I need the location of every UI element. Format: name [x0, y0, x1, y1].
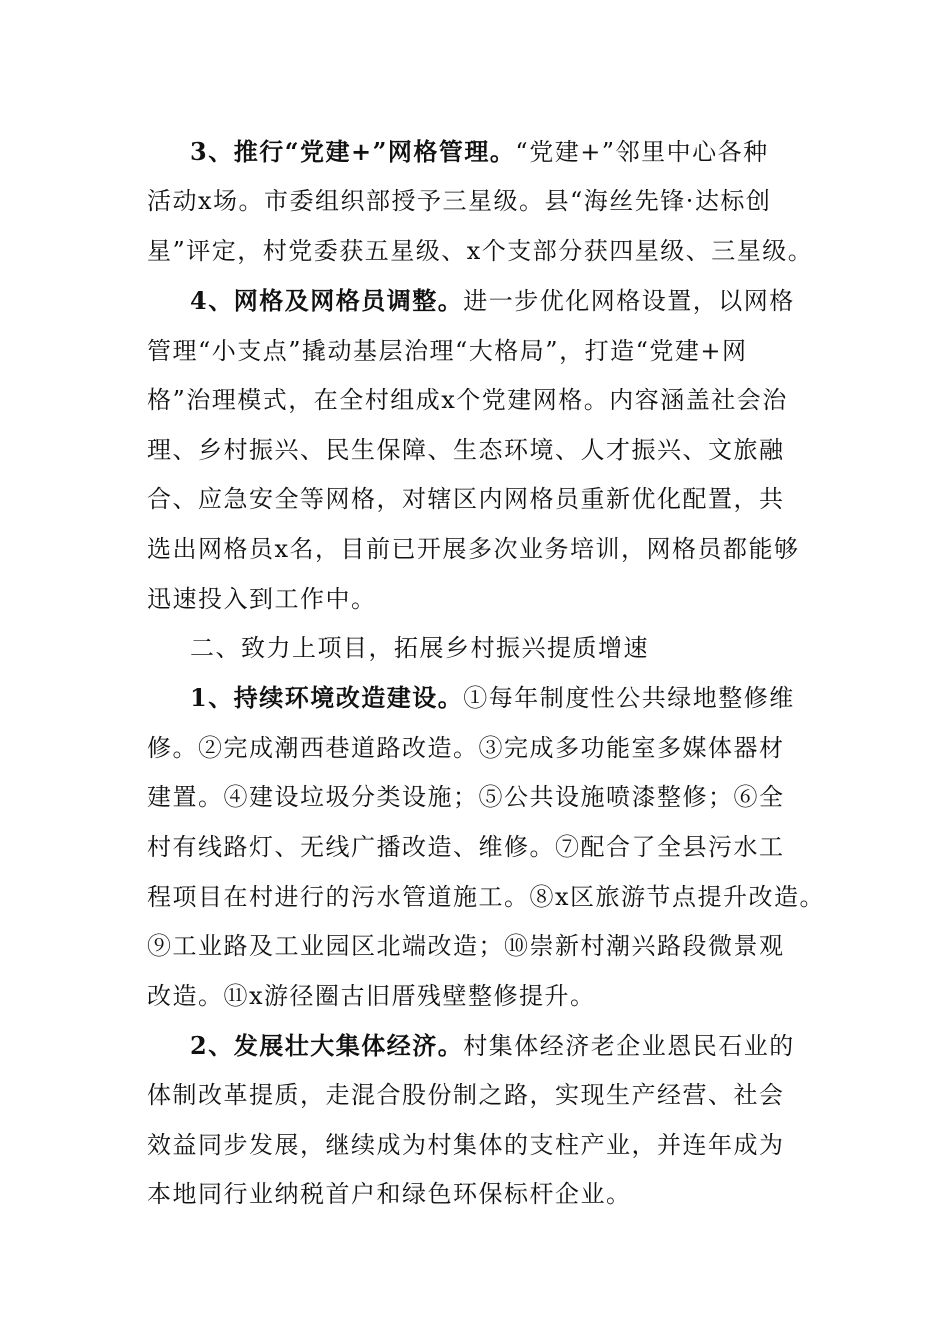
item-1-line-2: 修。②完成潮西巷道路改造。③完成多功能室多媒体器材	[147, 734, 785, 762]
item-1-line-3: 建置。④建设垃圾分类设施；⑤公共设施喷漆整修；⑥全	[147, 783, 785, 811]
item-2-line-4: 本地同行业纳税首户和绿色环保标杆企业。	[147, 1180, 632, 1208]
item-2-line-1	[190, 1030, 795, 1062]
section-heading: 二、致力上项目，拓展乡村振兴提质增速	[190, 634, 649, 662]
item-1-line-4: 村有线路灯、无线广播改造、维修。⑦配合了全县污水工	[147, 833, 785, 861]
item-1-text: ①每年制度性公共绿地整修维	[463, 684, 795, 712]
paragraph-4-line-7: 迅速投入到工作中。	[147, 585, 377, 613]
item-1-line-5: 程项目在村进行的污水管道施工。⑧x区旅游节点提升改造。	[147, 883, 826, 911]
paragraph-3-line-2: 活动x场。市委组织部授予三星级。县“海丝先锋·达标创	[147, 187, 772, 215]
paragraph-4-text: 进一步优化网格设置，以网格	[463, 287, 795, 315]
item-2-heading: 2、发展壮大集体经济。	[190, 1031, 464, 1060]
paragraph-4-heading: 4、网格及网格员调整。	[190, 286, 464, 315]
paragraph-4-line-1	[190, 285, 795, 317]
paragraph-3-text: “党建+”邻里中心各种	[515, 138, 769, 166]
paragraph-4-line-5: 合、应急安全等网格，对辖区内网格员重新优化配置，共	[147, 485, 785, 513]
paragraph-4-line-4: 理、乡村振兴、民生保障、生态环境、人才振兴、文旅融	[147, 436, 785, 464]
item-1-line-1	[190, 682, 795, 714]
item-1-heading: 1、持续环境改造建设。	[190, 683, 464, 712]
item-2-line-3: 效益同步发展，继续成为村集体的支柱产业，并连年成为	[147, 1131, 785, 1159]
paragraph-4-line-6: 选出网格员x名，目前已开展多次业务培训，网格员都能够	[147, 535, 800, 563]
item-1-line-7: 改造。⑪x游径圈古旧厝残壁整修提升。	[147, 982, 596, 1010]
item-1-line-6: ⑨工业路及工业园区北端改造；⑩崇新村潮兴路段微景观	[147, 932, 785, 960]
paragraph-3-line-1	[190, 136, 769, 168]
item-2-line-2: 体制改革提质，走混合股份制之路，实现生产经营、社会	[147, 1081, 785, 1109]
paragraph-4-line-3: 格”治理模式，在全村组成x个党建网格。内容涵盖社会治	[147, 386, 788, 414]
item-2-text: 村集体经济老企业恩民石业的	[463, 1032, 795, 1060]
paragraph-4-line-2: 管理“小支点”撬动基层治理“大格局”，打造“党建+网	[147, 337, 748, 365]
paragraph-3-line-3: 星”评定，村党委获五星级、x个支部分获四星级、三星级。	[147, 237, 814, 265]
paragraph-3-heading: 3、推行“党建+”网格管理。	[190, 137, 516, 166]
